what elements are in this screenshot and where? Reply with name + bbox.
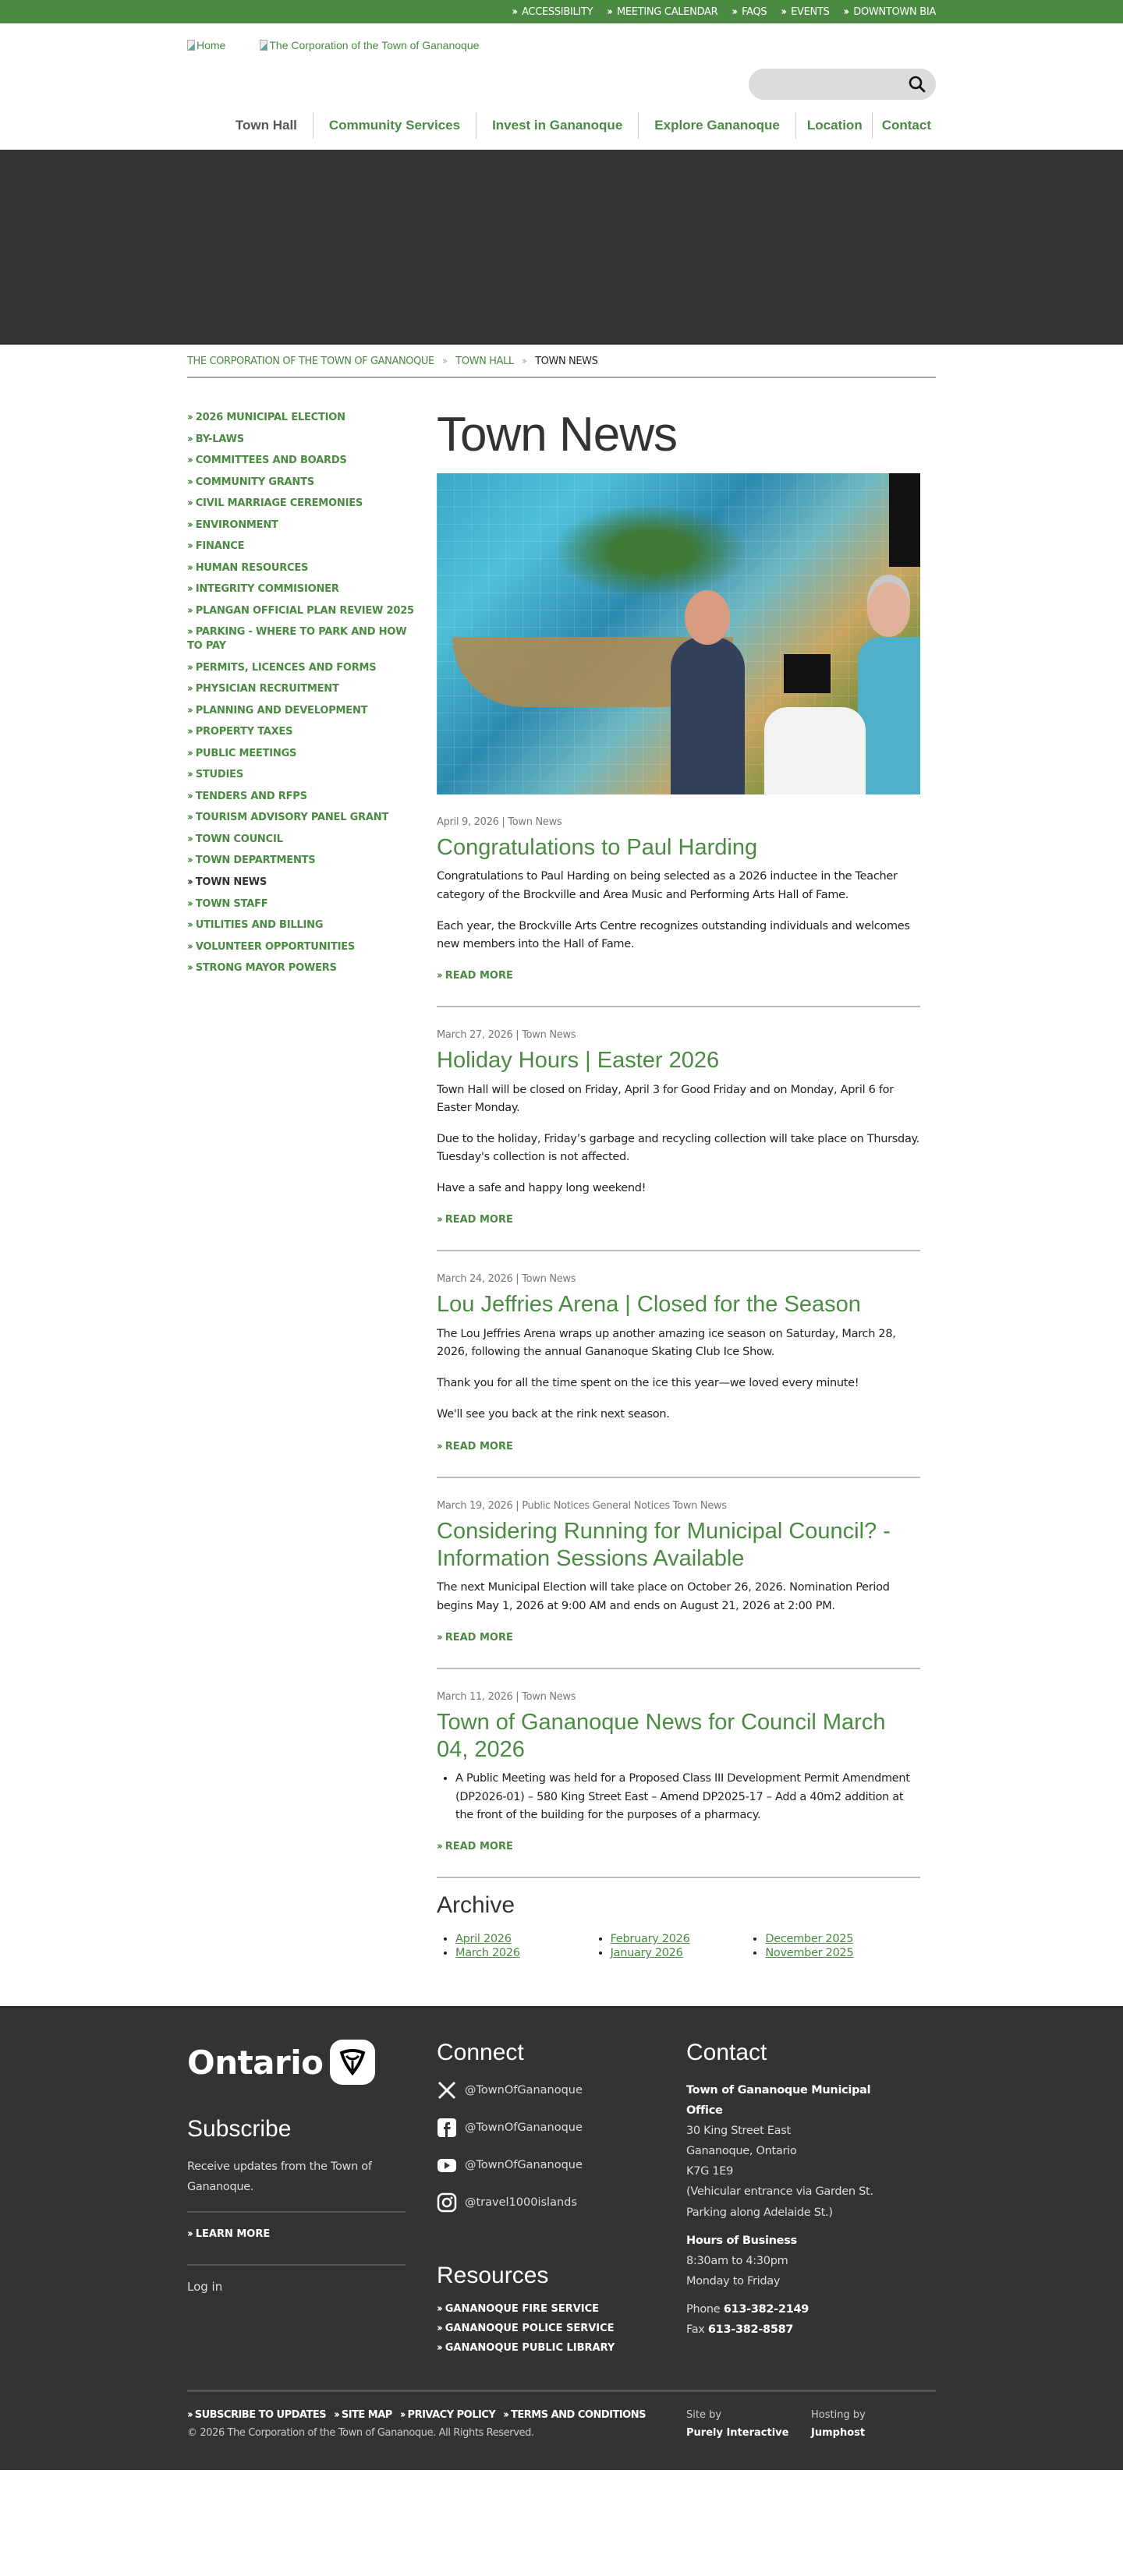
chevron-double-right-icon: ››	[187, 812, 191, 824]
sidebar-item[interactable]	[187, 625, 421, 653]
post-title-link[interactable]: Holiday Hours | Easter 2026	[437, 1048, 720, 1074]
resource-label: GANANOQUE PUBLIC LIBRARY	[445, 2342, 615, 2354]
instagram-icon	[437, 2192, 457, 2213]
read-more-label: READ MORE	[445, 1214, 513, 1226]
chevron-double-right-icon: ››	[521, 356, 526, 367]
learn-more-link[interactable]	[187, 2228, 270, 2240]
utility-bar	[0, 0, 1123, 23]
subscribe-text: Receive updates from the Town of Gananoque.	[187, 2160, 372, 2194]
utility-link-events[interactable]	[781, 6, 829, 18]
sidebar-item-label: PUBLIC MEETINGS	[195, 747, 297, 759]
address-line: 30 King Street East	[686, 2125, 791, 2138]
broken-image-icon	[187, 40, 195, 51]
phone-row	[686, 2299, 905, 2319]
archive-item	[455, 1947, 611, 1959]
resource-police-service[interactable]	[437, 2323, 655, 2334]
chevron-double-right-icon: ››	[187, 497, 191, 510]
sidebar-item-label: HUMAN RESOURCES	[195, 561, 309, 574]
sidebar-item-label: TOWN COUNCIL	[195, 833, 283, 845]
sidebar-item-label: FINANCE	[195, 540, 245, 553]
chevron-double-right-icon: ››	[187, 833, 191, 845]
search-icon[interactable]	[908, 75, 926, 94]
fax-row	[686, 2319, 905, 2340]
post-excerpt	[437, 1770, 920, 1824]
hosting-link[interactable]: Jumphost	[811, 2427, 866, 2439]
sidebar-item[interactable]	[187, 811, 421, 825]
chevron-double-right-icon: ››	[607, 5, 611, 18]
post-paragraph: We'll see you back at the rink next season.	[437, 1408, 670, 1421]
post-paragraph: The next Municipal Election will take place on October 26, 2026. Nomination Period begins May 1, 2026 at 9:00 AM and ends on August 21, 2026 at 2:00 PM.	[437, 1581, 890, 1612]
chevron-double-right-icon: ››	[187, 897, 191, 910]
hero-image	[437, 473, 920, 794]
chevron-double-right-icon: ››	[187, 790, 191, 802]
chevron-double-right-icon: ››	[187, 919, 191, 932]
chevron-double-right-icon: ››	[187, 476, 191, 488]
phone-link[interactable]: 613-382-2149	[723, 2302, 809, 2316]
chevron-double-right-icon: ››	[187, 704, 191, 717]
utility-link-label: ACCESSIBILITY	[522, 5, 593, 18]
post-meta: March 24, 2026 | Town News	[437, 1273, 576, 1286]
sidebar-item[interactable]	[187, 790, 421, 804]
chevron-double-right-icon: ››	[437, 970, 441, 982]
sidebar-item[interactable]	[187, 768, 421, 782]
post-title-link[interactable]: Considering Running for Municipal Council? - Information Sessions Available	[437, 1518, 891, 1571]
post-meta: March 19, 2026 | Public Notices General Notices Town News	[437, 1499, 727, 1512]
archive-item	[611, 1947, 766, 1959]
nav-explore[interactable]: Explore Gananoque	[638, 112, 795, 139]
page-banner	[0, 150, 1123, 345]
social-instagram-link[interactable]	[437, 2192, 655, 2213]
post-excerpt	[437, 1325, 920, 1424]
archive-link[interactable]: April 2026	[455, 1933, 512, 1945]
sidebar-item[interactable]	[187, 854, 421, 868]
post-paragraph: Congratulations to Paul Harding on being selected as a 2026 inductee in the Teacher category of the Brockville and Area Music and Performing Arts Hall of Fame.	[437, 870, 898, 901]
read-more-label: READ MORE	[445, 1440, 513, 1453]
chevron-double-right-icon: ››	[187, 747, 191, 759]
post-title-link[interactable]: Lou Jeffries Arena | Closed for the Season	[437, 1292, 861, 1318]
nav-contact[interactable]: Contact	[872, 112, 936, 139]
resources-heading: Resources	[437, 2263, 549, 2288]
archive-item	[765, 1933, 920, 1945]
chevron-double-right-icon: ››	[187, 604, 191, 617]
chevron-double-right-icon: ››	[441, 356, 446, 367]
footer-link-subscribe[interactable]	[187, 2409, 326, 2421]
sidebar-item[interactable]	[187, 897, 421, 911]
read-more-link[interactable]	[437, 970, 513, 982]
fax-number: 613-382-8587	[707, 2323, 794, 2337]
sidebar-item-label: CIVIL MARRIAGE CEREMONIES	[195, 497, 363, 510]
chevron-double-right-icon: ››	[187, 940, 191, 953]
footer-link-site-map[interactable]	[334, 2409, 392, 2421]
utility-link-label: DOWNTOWN BIA	[853, 5, 936, 18]
read-more-link[interactable]	[437, 1841, 513, 1852]
footer-link-label: SUBSCRIBE TO UPDATES	[194, 2409, 327, 2421]
connect-heading: Connect	[437, 2040, 524, 2065]
footer-link-label: SITE MAP	[341, 2409, 392, 2421]
office-name: Town of Gananoque Municipal Office	[686, 2084, 871, 2118]
logo-group	[187, 39, 479, 51]
sidebar-item[interactable]	[187, 582, 421, 596]
chevron-double-right-icon: ››	[187, 683, 191, 695]
home-logo-link[interactable]	[187, 39, 225, 51]
site-by-label: Site by	[686, 2409, 722, 2421]
fax-label: Fax	[686, 2323, 705, 2337]
post-list	[437, 794, 920, 1878]
sidebar-item[interactable]	[187, 497, 421, 511]
sidebar-item[interactable]	[187, 961, 421, 975]
sidebar-item[interactable]	[187, 540, 421, 554]
nav-location[interactable]: Location	[795, 112, 872, 139]
sidebar-item-label: PHYSICIAN RECRUITMENT	[195, 683, 339, 695]
chevron-double-right-icon: ››	[437, 1631, 441, 1644]
post-title-link[interactable]: Town of Gananoque News for Council March 04, 2026	[437, 1709, 886, 1763]
sidebar-item[interactable]	[187, 561, 421, 575]
breadcrumb-current: TOWN NEWS	[535, 356, 598, 367]
footer-link-privacy[interactable]	[400, 2409, 495, 2421]
utility-link-meeting-calendar[interactable]	[607, 6, 717, 18]
footer-bottom	[187, 2390, 936, 2470]
social-handle: @TownOfGananoque	[465, 2084, 583, 2097]
sidebar-item[interactable]	[187, 725, 421, 739]
sidebar-item[interactable]	[187, 940, 421, 954]
archive-item	[765, 1947, 920, 1959]
subscribe-heading: Subscribe	[187, 2116, 292, 2142]
chevron-double-right-icon: ››	[187, 726, 191, 738]
post-paragraph: The Lou Jeffries Arena wraps up another amazing ice season on Saturday, March 28, 2026, following the annual Gananoque Skating Club Ice Show.	[437, 1327, 896, 1358]
sidebar-item-label: BY-LAWS	[195, 433, 244, 445]
sidebar-item-label: PLANGAN OFFICIAL PLAN REVIEW 2025	[195, 604, 414, 617]
search-input[interactable]	[749, 69, 936, 100]
footer-link-terms[interactable]	[503, 2409, 646, 2421]
sidebar-item[interactable]	[187, 454, 421, 468]
broken-image-icon	[260, 40, 267, 51]
post-meta: March 27, 2026 | Town News	[437, 1029, 576, 1042]
main-content	[437, 408, 920, 2006]
resource-public-library[interactable]	[437, 2342, 655, 2354]
sidebar-item-label: TENDERS AND RFPS	[195, 790, 307, 802]
nav-town-hall[interactable]: Town Hall	[235, 118, 297, 133]
post-title-link[interactable]: Congratulations to Paul Harding	[437, 835, 758, 860]
news-post	[437, 1669, 920, 1878]
post-paragraph: Have a safe and happy long weekend!	[437, 1182, 647, 1195]
sidebar-item[interactable]	[187, 518, 421, 533]
social-handle: @TownOfGananoque	[465, 2159, 583, 2171]
sidebar-item-label: PERMITS, LICENCES AND FORMS	[195, 661, 377, 674]
utility-link-accessibility[interactable]	[512, 6, 593, 18]
sidebar-item[interactable]	[187, 704, 421, 718]
site-credit	[686, 2409, 811, 2439]
sidebar-item-label: TOURISM ADVISORY PANEL GRANT	[195, 812, 389, 824]
post-paragraph: Town Hall will be closed on Friday, April 3 for Good Friday and on Monday, April 6 for Easter Monday.	[437, 1083, 894, 1114]
breadcrumb	[187, 345, 936, 378]
post-paragraph: Due to the holiday, Friday’s garbage and recycling collection will take place on Thursday. Tuesday's collection is not affected.	[437, 1132, 920, 1164]
sidebar-item-label: ENVIRONMENT	[195, 518, 278, 531]
sidebar-item-label: PLANNING AND DEVELOPMENT	[195, 704, 368, 717]
read-more-label: READ MORE	[445, 1841, 513, 1852]
hours-heading: Hours of Business	[686, 2234, 797, 2247]
chevron-double-right-icon: ››	[781, 5, 785, 18]
sidebar-item-label: STRONG MAYOR POWERS	[195, 962, 337, 975]
chevron-double-right-icon: ››	[187, 876, 191, 889]
news-post	[437, 1251, 920, 1477]
trillium-icon	[330, 2040, 375, 2085]
sidebar-item-label: STUDIES	[195, 769, 243, 781]
contact-heading: Contact	[686, 2040, 767, 2065]
utility-link-label: MEETING CALENDAR	[616, 5, 718, 18]
archive-link[interactable]: November 2025	[765, 1947, 854, 1959]
footer-links	[187, 2409, 686, 2421]
sidebar-item[interactable]	[187, 833, 421, 847]
archive-link[interactable]: January 2026	[610, 1947, 683, 1959]
resource-label: GANANOQUE FIRE SERVICE	[445, 2303, 600, 2315]
post-paragraph: Thank you for all the time spent on the ice this year—we loved every minute!	[437, 1377, 859, 1390]
divider	[187, 2264, 406, 2266]
utility-link-faqs[interactable]	[732, 6, 767, 18]
breadcrumb-home[interactable]: THE CORPORATION OF THE TOWN OF GANANOQUE	[187, 356, 434, 367]
sidebar-item-label: TOWN NEWS	[195, 876, 267, 889]
learn-more-label: LEARN MORE	[195, 2228, 271, 2241]
x-icon	[437, 2080, 457, 2100]
site-by-link[interactable]: Purely Interactive	[686, 2427, 789, 2439]
address-line: (Vehicular entrance via Garden St.	[686, 2185, 873, 2199]
sidebar-item[interactable]	[187, 433, 421, 447]
chevron-double-right-icon: ››	[437, 2323, 441, 2334]
archive-item	[455, 1933, 611, 1945]
footer-subscribe-column	[187, 2040, 437, 2362]
news-post	[437, 794, 920, 1007]
chevron-double-right-icon: ››	[187, 2228, 191, 2241]
chevron-double-right-icon: ››	[437, 1841, 441, 1852]
site-footer	[0, 2006, 1123, 2470]
post-paragraph: Each year, the Brockville Arts Centre recognizes outstanding individuals and welcomes new members into the Hall of Fame.	[437, 919, 910, 950]
archive-item	[611, 1933, 766, 1945]
hours-line: 8:30am to 4:30pm	[686, 2254, 788, 2267]
sidebar-item[interactable]	[187, 747, 421, 761]
post-bullet: • A Public Meeting was held for a Proposed Class III Development Permit Amendment (DP2026-01) – 580 King Street East – Amend DP2025-17 – Add a 40m2 addition at the front of the building for the purposes of a pharmacy.	[455, 1770, 920, 1824]
sidebar-item-label: COMMITTEES AND BOARDS	[195, 455, 347, 467]
chevron-double-right-icon: ››	[187, 540, 191, 553]
sidebar-item[interactable]	[187, 604, 421, 618]
sidebar-list	[187, 411, 421, 975]
corporation-logo-link[interactable]	[260, 39, 479, 51]
social-handle: @travel1000islands	[465, 2196, 577, 2209]
post-excerpt	[437, 868, 920, 954]
chevron-double-right-icon: ››	[187, 583, 191, 596]
chevron-double-right-icon: ››	[503, 2409, 508, 2421]
sidebar-item-label: PARKING - WHERE TO PARK AND HOW TO PAY	[187, 626, 407, 653]
post-meta: April 9, 2026 | Town News	[437, 816, 562, 828]
address-line: Parking along Adelaide St.)	[686, 2206, 833, 2219]
read-more-label: READ MORE	[445, 1631, 513, 1644]
chevron-double-right-icon: ››	[437, 2342, 441, 2354]
archive-title: Archive	[437, 1892, 515, 1918]
chevron-double-right-icon: ››	[187, 412, 191, 423]
page-title: Town News	[437, 408, 677, 462]
footer-contact-column	[686, 2040, 936, 2362]
archive-link[interactable]: December 2025	[765, 1933, 854, 1945]
footer-link-label: TERMS AND CONDITIONS	[511, 2409, 646, 2421]
main-nav	[231, 112, 936, 139]
chevron-double-right-icon: ››	[437, 1214, 441, 1226]
sidebar-item-label: INTEGRITY COMMISIONER	[195, 583, 339, 596]
nav-invest[interactable]: Invest in Gananoque	[476, 112, 638, 139]
chevron-double-right-icon: ››	[187, 626, 191, 639]
sidebar	[187, 411, 437, 2006]
corporation-logo-alt: The Corporation of the Town of Gananoque	[269, 39, 480, 51]
sidebar-item-label: TOWN DEPARTMENTS	[195, 855, 316, 867]
social-facebook-link[interactable]	[437, 2118, 655, 2138]
utility-link-label: FAQS	[742, 5, 767, 18]
divider	[187, 2211, 406, 2213]
sidebar-item[interactable]	[187, 918, 421, 932]
footer-connect-column	[437, 2040, 686, 2362]
chevron-double-right-icon: ››	[843, 5, 848, 18]
chevron-double-right-icon: ››	[187, 769, 191, 781]
chevron-double-right-icon: ››	[187, 661, 191, 674]
chevron-double-right-icon: ››	[187, 855, 191, 867]
social-youtube-link[interactable]	[437, 2155, 655, 2175]
sidebar-item[interactable]	[187, 411, 421, 425]
read-more-link[interactable]	[437, 1214, 513, 1226]
chevron-double-right-icon: ››	[334, 2409, 338, 2421]
hours-line: Monday to Friday	[686, 2274, 781, 2288]
utility-link-label: EVENTS	[791, 5, 830, 18]
footer-link-label: PRIVACY POLICY	[407, 2409, 496, 2421]
ontario-wordmark: Ontario	[187, 2043, 324, 2082]
resources	[437, 2263, 655, 2354]
login-link[interactable]: Log in	[187, 2280, 223, 2295]
sidebar-item[interactable]	[187, 661, 421, 675]
archive-list	[437, 1933, 920, 1959]
post-excerpt	[437, 1081, 920, 1198]
ontario-logo[interactable]	[187, 2040, 406, 2085]
chevron-double-right-icon: ››	[437, 2303, 441, 2315]
site-header	[187, 23, 936, 150]
read-more-label: READ MORE	[445, 970, 513, 982]
chevron-double-right-icon: ››	[187, 2409, 191, 2421]
hosting-credit	[811, 2409, 936, 2439]
read-more-link[interactable]	[437, 1441, 513, 1453]
post-meta: March 11, 2026 | Town News	[437, 1690, 576, 1703]
chevron-double-right-icon: ››	[187, 962, 191, 975]
social-handle: @TownOfGananoque	[465, 2121, 583, 2134]
home-logo-alt: Home	[197, 39, 226, 51]
news-post	[437, 1478, 920, 1669]
read-more-link[interactable]	[437, 1632, 513, 1644]
sidebar-item-label: UTILITIES AND BILLING	[195, 919, 324, 932]
address-line: Gananoque, Ontario	[686, 2145, 797, 2158]
chevron-double-right-icon: ››	[187, 518, 191, 531]
facebook-icon	[437, 2118, 457, 2138]
archive-link[interactable]: March 2026	[455, 1947, 520, 1959]
chevron-double-right-icon: ››	[437, 1440, 441, 1453]
breadcrumb-town-hall[interactable]: TOWN HALL	[455, 356, 514, 367]
resource-fire-service[interactable]	[437, 2303, 655, 2315]
sidebar-item[interactable]	[187, 682, 421, 696]
hosting-label: Hosting by	[811, 2409, 866, 2421]
chevron-double-right-icon: ››	[187, 561, 191, 574]
sidebar-item-label: 2026 MUNICIPAL ELECTION	[195, 412, 345, 423]
utility-link-downtown-bia[interactable]	[844, 6, 936, 18]
sidebar-item[interactable]	[187, 876, 421, 890]
post-excerpt	[437, 1579, 920, 1615]
sidebar-item-label: PROPERTY TAXES	[195, 726, 293, 738]
chevron-double-right-icon: ››	[187, 455, 191, 467]
chevron-double-right-icon: ››	[399, 2409, 404, 2421]
sidebar-item-label: COMMUNITY GRANTS	[195, 476, 314, 488]
chevron-double-right-icon: ››	[187, 433, 191, 445]
phone-label: Phone	[686, 2302, 721, 2316]
sidebar-item[interactable]	[187, 476, 421, 490]
sidebar-item-label: VOLUNTEER OPPORTUNITIES	[195, 940, 356, 953]
chevron-double-right-icon: ››	[732, 5, 736, 18]
archive	[437, 1878, 920, 2006]
chevron-double-right-icon: ››	[512, 5, 516, 18]
archive-link[interactable]: February 2026	[610, 1933, 690, 1945]
copyright: © 2026 The Corporation of the Town of Gananoque. All Rights Reserved.	[187, 2427, 534, 2439]
news-post	[437, 1007, 920, 1251]
social-x-link[interactable]	[437, 2080, 655, 2100]
youtube-icon	[437, 2155, 457, 2175]
nav-community-services[interactable]: Community Services	[313, 112, 476, 139]
resource-label: GANANOQUE POLICE SERVICE	[445, 2323, 615, 2334]
sidebar-item-label: TOWN STAFF	[195, 897, 268, 910]
address-line: K7G 1E9	[686, 2165, 734, 2178]
